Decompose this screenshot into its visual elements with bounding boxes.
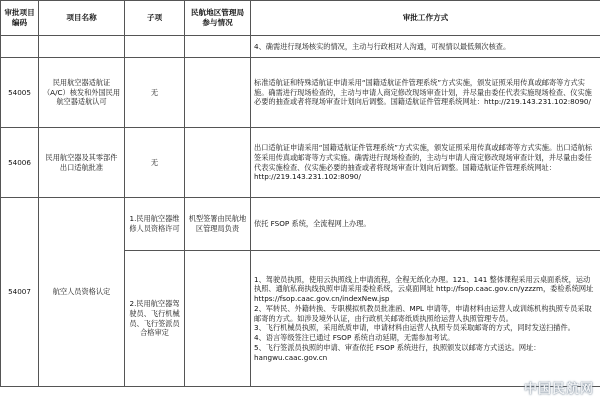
table-row [1, 198, 600, 251]
site-watermark: 中国民航网 [523, 382, 594, 397]
header-method: 审批工作方式 [251, 1, 600, 36]
cell-code [1, 36, 39, 58]
method-line: 4、语言等级签注已通过 FSOP 系统自动延期，无需参加考试。 [254, 333, 455, 343]
cell-subitem: 无 [125, 58, 185, 128]
cell-method [251, 58, 600, 128]
header-code: 审批项目编码 [1, 1, 39, 36]
cell-method [251, 251, 600, 387]
cell-name [39, 36, 125, 58]
cell-regional [185, 58, 251, 128]
header-subitem: 子项 [125, 1, 185, 36]
method-line: 1、驾驶员执照，使用云执照线上申请流程，全程无纸化办理。121、141 整体课程采用云桌面系统，运动执照、通航私商执线执照申请采用委检系统，云桌面网址 http://fsop.caac.gov.cn/yzzzm，委检系统网址 https://fsop.caac.gov.cn/indexNew.jsp [254, 274, 594, 304]
table-header-row [1, 1, 600, 36]
cell-regional: 机型签署由民航地区管理局负责 [185, 198, 251, 251]
table-row [1, 58, 600, 128]
cell-method [251, 198, 600, 251]
cell-name: 航空人员资格认定 [39, 198, 125, 387]
method-line: 依托 FSOP 系统，全流程网上办理。 [254, 219, 371, 229]
table-row [1, 128, 600, 198]
method-line: 标准适航证和特殊适航证申请采用“国籍适航证件管理系统”方式实施，颁发证照采用传真或邮寄等方式实施。确需进行现场检查的，主动与申请人商定修改现场审查计划，并尽量由委任代表实施现场检查、仪实施必要的抽查或者将现场审查计划向后调整。国籍适航证件管理系统网址：http://219.143.231.102:8090/ [254, 77, 592, 107]
method-line: 5、飞行签派员执照的申请、审查依托 FSOP 系统进行，执照颁发以邮寄方式送达。网址：hangwu.caac.gov.cn [254, 342, 541, 362]
cell-method [251, 128, 600, 198]
header-name: 项目名称 [39, 1, 125, 36]
table-row [1, 36, 600, 58]
cell-method [251, 36, 600, 58]
cell-subitem: 无 [125, 128, 185, 198]
method-line: 4、确需进行现场核实的情况，主动与行政相对人沟通，可视情以最低频次核查。 [254, 41, 511, 51]
cell-subitem: 1.民用航空器维修人员资格许可 [125, 198, 185, 251]
cell-code: 54006 [1, 128, 39, 198]
header-regional: 民航地区管理局参与情况 [185, 1, 251, 36]
method-line: 出口适航证申请采用“国籍适航证件管理系统”方式实施，颁发证照采用传真或邮寄等方式实施。出口适航标签采用传真或邮寄等方式实施。确需进行现场检查的，主动与申请人商定修改现场审查计划，并尽量由委任代表实施检查、仪实施必要的抽查或者将现场审查计划向后调整。国籍适航证件管理系统网址：http://219.143.231.102:8090/ [254, 143, 593, 182]
cell-subitem [125, 36, 185, 58]
cell-name: 民用航空器及其零部件出口适航批准 [39, 128, 125, 198]
cell-regional [185, 251, 251, 387]
method-line: 2、军转民、外籍转换、专职模拟机教员批准函、MPL 申请等，申请材料由运营人或训练机构执照专员采取邮寄的方式。如涉及境外认证，由行政机关邮寄纸质执照给运营人执照管理专员。 [254, 303, 592, 323]
method-line: 3、飞行机械员执照，采用纸质申请，申请材料由运营人执照专员采取邮寄的方式，同时发送扫描件。 [254, 323, 575, 333]
cell-code: 54007 [1, 198, 39, 387]
cell-regional [185, 36, 251, 58]
cell-name: 民用航空器适航证（A/C）核发和外国民用航空器适航认可 [39, 58, 125, 128]
cell-regional [185, 128, 251, 198]
cell-subitem: 2.民用航空器驾驶员、飞行机械员、飞行签派员合格审定 [125, 251, 185, 387]
cell-code: 54005 [1, 58, 39, 128]
